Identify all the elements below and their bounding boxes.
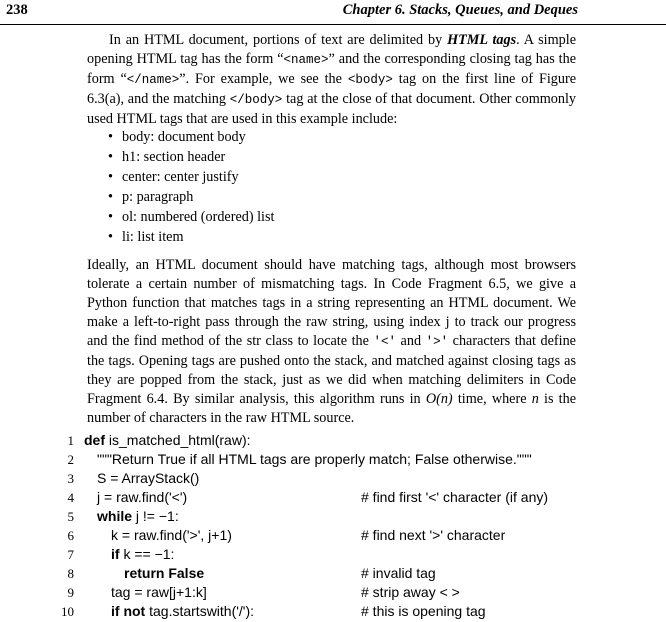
body-tag-code: <body> — [347, 73, 393, 87]
code-comment: # find next '>' character — [361, 527, 506, 543]
list-item: • ol: numbered (ordered) list — [108, 207, 274, 227]
text-run: characters that define the tags. Opening tags are pushed onto the stack, and matched against closing tags as they are popped from the stack, just as we did when matching delimiters in Code Fragment 6.4. By similar analysis, this algorithm runs in — [87, 333, 576, 407]
big-o-notation: O(n) — [425, 391, 453, 407]
keyword: if not — [111, 603, 146, 619]
code-line — [0, 546, 666, 565]
lt-char-code: '<' — [373, 335, 396, 349]
line-number: 3 — [67, 471, 74, 486]
list-item: • p: paragraph — [108, 187, 274, 207]
code-line — [0, 603, 666, 622]
docstring: """Return True if all HTML tags are properly match; False otherwise.""" — [97, 451, 532, 467]
text-run: is the number of characters in the raw HTML source. — [87, 391, 577, 426]
text-run: In an HTML document, portions of text are delimited by — [109, 32, 448, 48]
text-run: tag at the close of that document. Other commonly used HTML tags that are used in this example include: — [87, 91, 576, 127]
keyword: while — [97, 508, 133, 524]
line-number: 6 — [67, 528, 74, 543]
code-text — [111, 546, 174, 562]
code-line — [0, 489, 666, 508]
line-number: 9 — [67, 585, 74, 600]
list-item: • center: center justify — [108, 167, 274, 187]
keyword: if — [111, 546, 120, 562]
code-line — [0, 432, 666, 451]
keyword: def — [84, 432, 105, 448]
code-line — [0, 565, 666, 584]
html-tags-term: HTML tags — [447, 32, 517, 48]
line-number: 10 — [61, 604, 74, 619]
code-run: k == −1: — [119, 546, 175, 562]
code-text: S = ArrayStack() — [97, 470, 200, 486]
code-text — [84, 432, 251, 448]
page-number: 238 — [6, 2, 28, 18]
code-comment: # invalid tag — [361, 565, 436, 581]
paragraph-html-tags — [87, 31, 576, 129]
text-run: time, where — [452, 391, 532, 407]
list-item: • h1: section header — [108, 147, 274, 167]
code-text: return False — [124, 565, 205, 581]
code-comment: # strip away < > — [361, 584, 460, 600]
code-text: k = raw.find('>', j+1) — [111, 527, 232, 543]
line-number: 2 — [67, 452, 74, 467]
code-line — [0, 584, 666, 603]
code-line — [0, 451, 666, 470]
list-item: • body: document body — [108, 127, 274, 147]
code-run: j != −1: — [132, 508, 179, 524]
line-number: 4 — [67, 490, 74, 505]
text-run: ” and the corresponding closing tag has the form “ — [87, 51, 576, 87]
list-item: • li: list item — [108, 227, 274, 247]
text-run: and — [396, 333, 426, 349]
end-body-tag-code: </body> — [229, 93, 283, 107]
code-comment: # find first '<' character (if any) — [361, 489, 549, 505]
gt-char-code: '>' — [425, 335, 449, 349]
text-run: tag on the first line of Figure 6.3(a), and the matching — [87, 71, 576, 107]
code-text: tag = raw[j+1:k] — [111, 584, 207, 600]
line-number: 8 — [67, 566, 74, 581]
line-number: 1 — [67, 433, 74, 448]
open-tag-code: <name> — [283, 53, 329, 67]
code-run: tag.startswith('/'): — [145, 603, 255, 619]
tag-list — [108, 127, 274, 247]
running-header — [0, 0, 666, 25]
paragraph-algorithm — [87, 256, 576, 428]
code-comment: # this is opening tag — [361, 603, 486, 619]
code-line — [0, 470, 666, 489]
code-text — [97, 508, 179, 524]
chapter-title: Chapter 6. Stacks, Queues, and Deques — [342, 2, 578, 18]
code-text: j = raw.find('<') — [97, 489, 188, 505]
text-run: ”. For example, we see the — [179, 71, 348, 87]
code-run: is_matched_html(raw): — [105, 432, 251, 448]
text-run: Ideally, an HTML document should have matching tags, although most browsers tolerate a certain number of mismatching tags. In Code Fragment 6.5, we give a Python function that matches tags in a string representing an HTML document. We make a left-to-right pass through the raw string, using index j to track our progress and the find method of the str class to locate the — [87, 257, 576, 349]
code-text — [111, 603, 254, 619]
variable-n: n — [531, 391, 539, 407]
line-number: 7 — [67, 547, 74, 562]
code-line — [0, 527, 666, 546]
code-line — [0, 508, 666, 527]
line-number: 5 — [67, 509, 74, 524]
text-run: . A simple opening HTML tag has the form “ — [87, 32, 576, 67]
close-tag-code: </name> — [126, 73, 180, 87]
